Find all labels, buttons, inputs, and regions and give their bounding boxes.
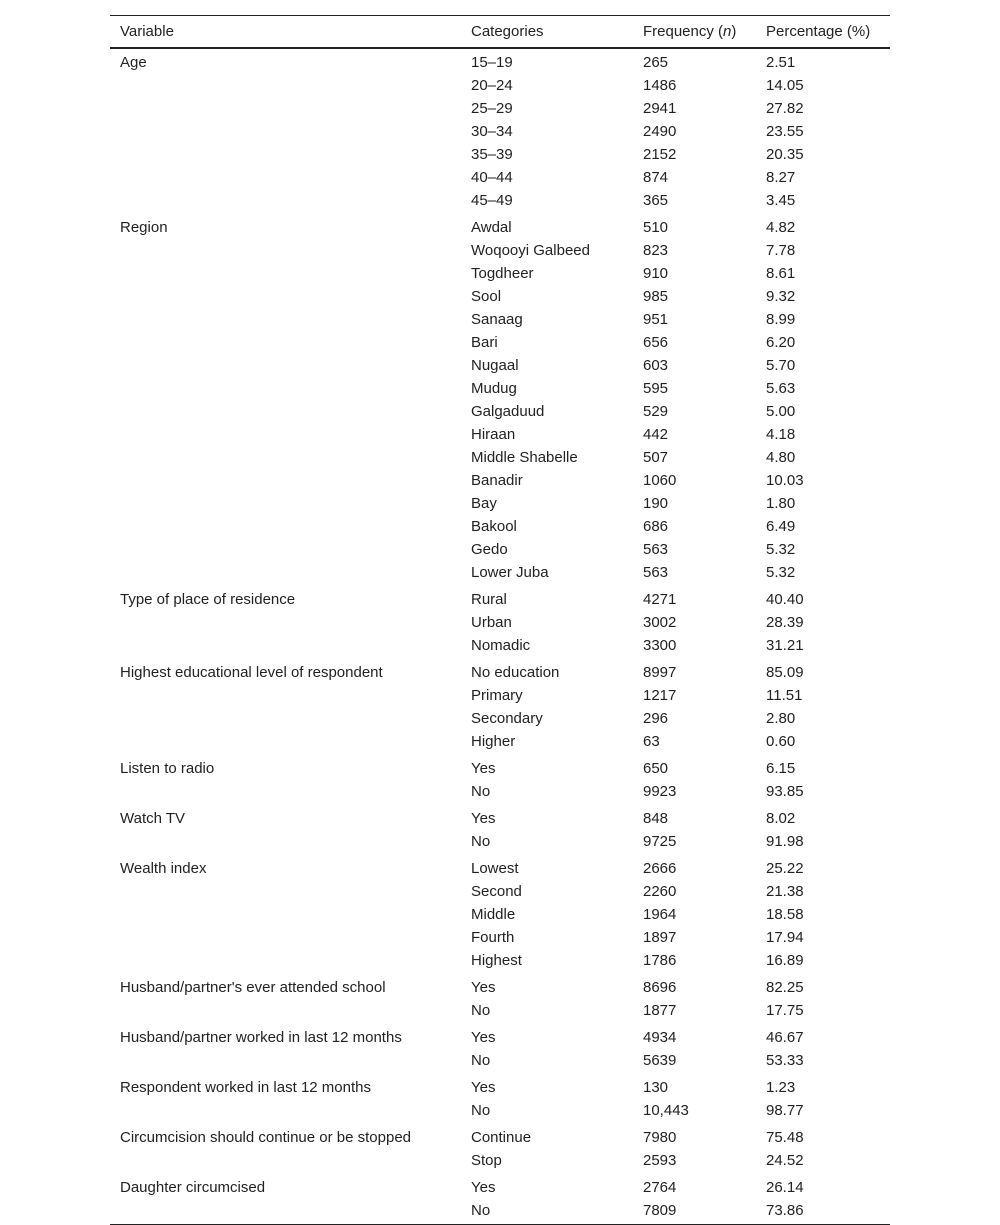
category-cell: No	[471, 1102, 491, 1119]
variable-cell	[110, 561, 461, 586]
category-cell: Primary	[471, 687, 523, 704]
percentage-cell: 1.23	[766, 1079, 796, 1096]
frequency-cell: 63	[643, 733, 660, 750]
frequency-cell: 686	[643, 518, 669, 535]
variable-cell	[110, 446, 461, 469]
table-row	[110, 611, 890, 634]
frequency-cell: 874	[643, 169, 669, 186]
table-row	[110, 120, 890, 143]
category-cell: Awdal	[471, 219, 512, 236]
header-frequency-suffix: )	[731, 23, 737, 40]
variable-cell	[110, 189, 461, 214]
frequency-cell: 9923	[643, 783, 677, 800]
percentage-cell: 4.80	[766, 449, 796, 466]
variable-cell: Daughter circumcised	[120, 1179, 266, 1196]
table-row	[110, 189, 890, 214]
category-cell: Lower Juba	[471, 564, 549, 581]
percentage-cell: 0.60	[766, 733, 796, 750]
variable-cell	[110, 423, 461, 446]
category-cell: Yes	[471, 810, 496, 827]
header-percentage: Percentage (%)	[766, 23, 871, 40]
percentage-cell: 5.32	[766, 541, 796, 558]
data-table	[110, 15, 890, 1225]
table-row	[110, 1124, 890, 1149]
table-row	[110, 400, 890, 423]
table-row	[110, 423, 890, 446]
variable-cell: Region	[120, 219, 168, 236]
percentage-cell: 93.85	[766, 783, 804, 800]
frequency-cell: 2593	[643, 1152, 677, 1169]
percentage-cell: 85.09	[766, 664, 804, 681]
table-row	[110, 780, 890, 805]
variable-cell	[110, 97, 461, 120]
percentage-cell: 40.40	[766, 591, 804, 608]
frequency-cell: 2152	[643, 146, 677, 163]
frequency-cell: 985	[643, 288, 669, 305]
frequency-cell: 8696	[643, 979, 677, 996]
frequency-cell: 529	[643, 403, 669, 420]
percentage-cell: 75.48	[766, 1129, 804, 1146]
table-row	[110, 586, 890, 611]
percentage-cell: 6.20	[766, 334, 796, 351]
category-cell: Second	[471, 883, 522, 900]
percentage-cell: 4.18	[766, 426, 796, 443]
percentage-cell: 8.02	[766, 810, 796, 827]
table-row	[110, 1074, 890, 1099]
percentage-cell: 8.27	[766, 169, 796, 186]
variable-cell	[110, 634, 461, 659]
frequency-cell: 2260	[643, 883, 677, 900]
frequency-cell: 1786	[643, 952, 677, 969]
header-variable: Variable	[120, 23, 174, 40]
variable-cell	[110, 308, 461, 331]
table-row	[110, 515, 890, 538]
category-cell: No	[471, 1002, 491, 1019]
frequency-cell: 650	[643, 760, 669, 777]
variable-cell	[110, 239, 461, 262]
percentage-cell: 46.67	[766, 1029, 804, 1046]
frequency-cell: 563	[643, 541, 669, 558]
table-row	[110, 538, 890, 561]
table-row	[110, 999, 890, 1024]
category-cell: Middle	[471, 906, 516, 923]
variable-cell	[110, 120, 461, 143]
percentage-cell: 20.35	[766, 146, 804, 163]
category-cell: 25–29	[471, 100, 513, 117]
variable-cell: Watch TV	[120, 810, 186, 827]
category-cell: Continue	[471, 1129, 532, 1146]
percentage-cell: 73.86	[766, 1202, 804, 1219]
frequency-cell: 442	[643, 426, 669, 443]
frequency-cell: 2764	[643, 1179, 677, 1196]
frequency-cell: 910	[643, 265, 669, 282]
percentage-cell: 2.80	[766, 710, 796, 727]
variable-cell	[110, 1099, 461, 1124]
frequency-cell: 2941	[643, 100, 677, 117]
variable-cell	[110, 515, 461, 538]
table-row	[110, 903, 890, 926]
table-body	[110, 48, 890, 1225]
category-cell: Higher	[471, 733, 516, 750]
category-cell: Hiraan	[471, 426, 516, 443]
percentage-cell: 5.32	[766, 564, 796, 581]
table-row	[110, 377, 890, 400]
percentage-cell: 24.52	[766, 1152, 804, 1169]
percentage-cell: 31.21	[766, 637, 804, 654]
category-cell: 35–39	[471, 146, 513, 163]
percentage-cell: 26.14	[766, 1179, 804, 1196]
percentage-cell: 1.80	[766, 495, 796, 512]
variable-cell	[110, 166, 461, 189]
frequency-cell: 2666	[643, 860, 677, 877]
variable-cell: Type of place of residence	[120, 591, 296, 608]
category-cell: Togdheer	[471, 265, 534, 282]
percentage-cell: 4.82	[766, 219, 796, 236]
table-row	[110, 166, 890, 189]
variable-cell	[110, 354, 461, 377]
table-row	[110, 1149, 890, 1174]
percentage-cell: 6.15	[766, 760, 796, 777]
category-cell: Gedo	[471, 541, 508, 558]
category-cell: Woqooyi Galbeed	[471, 242, 590, 259]
percentage-cell: 10.03	[766, 472, 804, 489]
table-row	[110, 285, 890, 308]
category-cell: 45–49	[471, 192, 513, 209]
percentage-cell: 9.32	[766, 288, 796, 305]
variable-cell	[110, 926, 461, 949]
category-cell: 30–34	[471, 123, 513, 140]
table-row	[110, 48, 890, 74]
table-row	[110, 331, 890, 354]
table-row	[110, 561, 890, 586]
table-row	[110, 855, 890, 880]
percentage-cell: 3.45	[766, 192, 796, 209]
table-row	[110, 730, 890, 755]
table-row	[110, 354, 890, 377]
table-row	[110, 659, 890, 684]
category-cell: No	[471, 1202, 491, 1219]
table-row	[110, 1199, 890, 1225]
variable-cell: Respondent worked in last 12 months	[120, 1079, 371, 1096]
frequency-cell: 507	[643, 449, 669, 466]
frequency-cell: 10,443	[643, 1102, 689, 1119]
category-cell: Yes	[471, 1029, 496, 1046]
frequency-cell: 2490	[643, 123, 677, 140]
category-cell: Yes	[471, 979, 496, 996]
variable-cell	[110, 143, 461, 166]
frequency-cell: 656	[643, 334, 669, 351]
category-cell: Middle Shabelle	[471, 449, 578, 466]
table-row	[110, 707, 890, 730]
category-cell: 40–44	[471, 169, 513, 186]
variable-cell	[110, 830, 461, 855]
variable-cell	[110, 377, 461, 400]
category-cell: Yes	[471, 1079, 496, 1096]
variable-cell	[110, 707, 461, 730]
variable-cell	[110, 469, 461, 492]
category-cell: Urban	[471, 614, 512, 631]
percentage-cell: 8.99	[766, 311, 796, 328]
percentage-cell: 17.94	[766, 929, 804, 946]
category-cell: 15–19	[471, 54, 513, 71]
percentage-cell: 5.00	[766, 403, 796, 420]
variable-cell	[110, 262, 461, 285]
table-row	[110, 1024, 890, 1049]
category-cell: Rural	[471, 591, 507, 608]
frequency-cell: 9725	[643, 833, 677, 850]
percentage-cell: 23.55	[766, 123, 804, 140]
table-row	[110, 880, 890, 903]
category-cell: Galgaduud	[471, 403, 545, 420]
header-row	[110, 16, 890, 49]
category-cell: 20–24	[471, 77, 513, 94]
table-row	[110, 634, 890, 659]
frequency-cell: 296	[643, 710, 669, 727]
category-cell: No	[471, 1052, 491, 1069]
percentage-cell: 28.39	[766, 614, 804, 631]
table-row	[110, 469, 890, 492]
table-row	[110, 262, 890, 285]
percentage-cell: 21.38	[766, 883, 804, 900]
variable-cell	[110, 538, 461, 561]
frequency-cell: 7980	[643, 1129, 677, 1146]
table-row	[110, 1049, 890, 1074]
percentage-cell: 91.98	[766, 833, 804, 850]
category-cell: Bakool	[471, 518, 517, 535]
variable-cell	[110, 684, 461, 707]
variable-cell	[110, 1199, 461, 1225]
variable-cell	[110, 400, 461, 423]
variable-cell	[110, 949, 461, 974]
frequency-cell: 595	[643, 380, 669, 397]
category-cell: Yes	[471, 760, 496, 777]
frequency-cell: 4271	[643, 591, 677, 608]
variable-cell	[110, 903, 461, 926]
frequency-cell: 603	[643, 357, 669, 374]
percentage-cell: 27.82	[766, 100, 804, 117]
category-cell: Banadir	[471, 472, 523, 489]
frequency-cell: 190	[643, 495, 669, 512]
variable-cell: Highest educational level of respondent	[120, 664, 383, 681]
table-row	[110, 239, 890, 262]
table-row	[110, 446, 890, 469]
percentage-cell: 17.75	[766, 1002, 804, 1019]
table-row	[110, 830, 890, 855]
table-row	[110, 492, 890, 515]
variable-cell	[110, 285, 461, 308]
category-cell: Secondary	[471, 710, 543, 727]
frequency-cell: 1964	[643, 906, 677, 923]
category-cell: Lowest	[471, 860, 519, 877]
table-row	[110, 214, 890, 239]
table-row	[110, 308, 890, 331]
header-categories: Categories	[471, 23, 544, 40]
frequency-cell: 1897	[643, 929, 677, 946]
variable-cell	[110, 1049, 461, 1074]
frequency-cell: 130	[643, 1079, 669, 1096]
percentage-cell: 98.77	[766, 1102, 804, 1119]
header-frequency-n: n	[723, 23, 732, 40]
variable-cell	[110, 780, 461, 805]
percentage-cell: 14.05	[766, 77, 804, 94]
variable-cell	[110, 1149, 461, 1174]
variable-cell	[110, 74, 461, 97]
frequency-cell: 1217	[643, 687, 677, 704]
frequency-cell: 848	[643, 810, 669, 827]
table-row	[110, 143, 890, 166]
percentage-cell: 82.25	[766, 979, 804, 996]
frequency-cell: 563	[643, 564, 669, 581]
header-frequency	[633, 16, 756, 49]
table-row	[110, 684, 890, 707]
frequency-cell: 1060	[643, 472, 677, 489]
variable-cell: Listen to radio	[120, 760, 215, 777]
table-row	[110, 755, 890, 780]
table-row	[110, 805, 890, 830]
variable-cell	[110, 880, 461, 903]
frequency-cell: 951	[643, 311, 669, 328]
category-cell: Yes	[471, 1179, 496, 1196]
percentage-cell: 7.78	[766, 242, 796, 259]
percentage-cell: 2.51	[766, 54, 796, 71]
percentage-cell: 18.58	[766, 906, 804, 923]
percentage-cell: 5.63	[766, 380, 796, 397]
table-row	[110, 949, 890, 974]
variable-cell: Husband/partner worked in last 12 months	[120, 1029, 402, 1046]
category-cell: No education	[471, 664, 560, 681]
category-cell: Stop	[471, 1152, 502, 1169]
category-cell: Mudug	[471, 380, 517, 397]
category-cell: Bari	[471, 334, 498, 351]
frequency-cell: 823	[643, 242, 669, 259]
frequency-cell: 7809	[643, 1202, 677, 1219]
table-row	[110, 974, 890, 999]
frequency-cell: 510	[643, 219, 669, 236]
table-row	[110, 97, 890, 120]
category-cell: No	[471, 783, 491, 800]
variable-cell: Husband/partner's ever attended school	[120, 979, 386, 996]
table-row	[110, 926, 890, 949]
frequency-cell: 5639	[643, 1052, 677, 1069]
frequency-cell: 3300	[643, 637, 677, 654]
table-header	[110, 16, 890, 49]
header-frequency-prefix: Frequency (	[643, 23, 724, 40]
category-cell: No	[471, 833, 491, 850]
variable-cell	[110, 730, 461, 755]
variable-cell: Age	[120, 54, 147, 71]
percentage-cell: 25.22	[766, 860, 804, 877]
percentage-cell: 11.51	[766, 687, 803, 704]
variable-cell	[110, 492, 461, 515]
percentage-cell: 16.89	[766, 952, 804, 969]
variable-cell	[110, 999, 461, 1024]
percentage-cell: 53.33	[766, 1052, 804, 1069]
variable-cell: Wealth index	[120, 860, 207, 877]
percentage-cell: 8.61	[766, 265, 796, 282]
category-cell: Nugaal	[471, 357, 519, 374]
percentage-cell: 5.70	[766, 357, 796, 374]
frequency-cell: 265	[643, 54, 669, 71]
frequency-cell: 365	[643, 192, 669, 209]
frequency-cell: 1877	[643, 1002, 677, 1019]
table-row	[110, 1174, 890, 1199]
category-cell: Sanaag	[471, 311, 523, 328]
table-container	[110, 15, 890, 1225]
variable-cell	[110, 331, 461, 354]
frequency-cell: 1486	[643, 77, 677, 94]
frequency-cell: 4934	[643, 1029, 677, 1046]
table-row	[110, 1099, 890, 1124]
percentage-cell: 6.49	[766, 518, 796, 535]
table-row	[110, 74, 890, 97]
frequency-cell: 3002	[643, 614, 677, 631]
frequency-cell: 8997	[643, 664, 677, 681]
category-cell: Nomadic	[471, 637, 531, 654]
variable-cell: Circumcision should continue or be stopped	[120, 1129, 411, 1146]
variable-cell	[110, 611, 461, 634]
category-cell: Highest	[471, 952, 522, 969]
category-cell: Fourth	[471, 929, 515, 946]
category-cell: Bay	[471, 495, 497, 512]
category-cell: Sool	[471, 288, 502, 305]
